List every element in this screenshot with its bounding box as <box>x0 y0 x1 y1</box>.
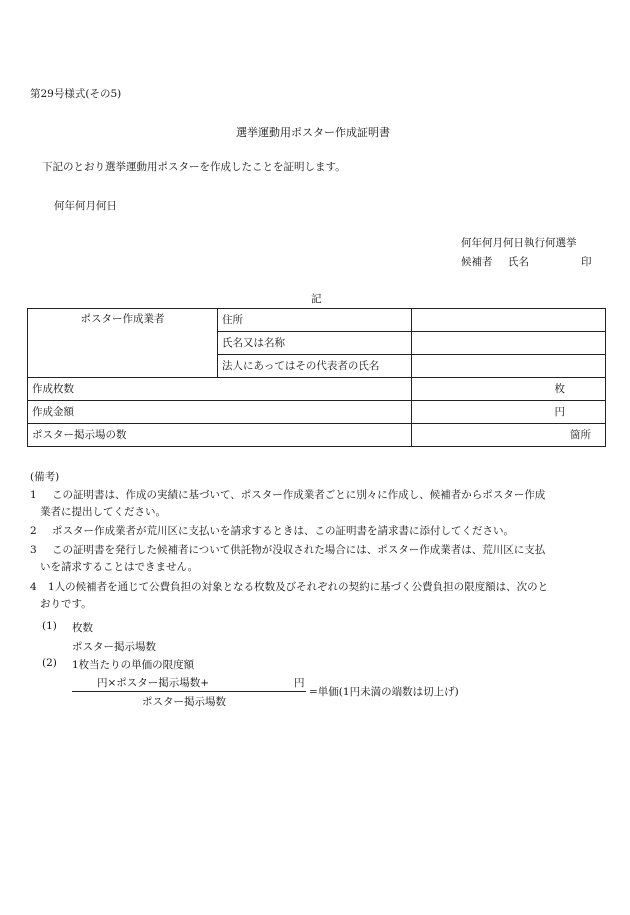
note-text: 1人の候補者を通じて公費負担の対象となる枚数及びそれぞれの契約に基づく公費負担の限度額は、次のと <box>48 581 549 593</box>
sub-item-value: ポスター掲示場数 <box>72 641 156 653</box>
boards-label: ポスター掲示場の数 <box>28 424 412 447</box>
address-label: 住所 <box>218 309 412 332</box>
note-text: 業者に提出してください。 <box>40 506 166 518</box>
sheets-unit: 枚 <box>412 378 606 401</box>
note-number: 3 <box>30 544 37 556</box>
representative-value <box>412 355 606 378</box>
note-3 <box>30 542 608 576</box>
notes-header: (備考) <box>30 471 60 483</box>
candidate-role: 候補者 <box>461 256 493 268</box>
representative-label: 法人にあってはその代表者の氏名 <box>218 355 412 378</box>
address-value <box>412 309 606 332</box>
note-text: いを請求することはできません。 <box>40 561 199 573</box>
sub-item-label: 枚数 <box>72 622 93 634</box>
note-text: この証明書を発行した候補者について供託物が没収された場合には、ポスター作成業者は、荒川区に支払 <box>52 544 546 556</box>
sub-item-label: 1枚当たりの単価の限度額 <box>72 659 195 671</box>
note-text: この証明書は、作成の実績に基づいて、ポスター作成業者ごとに別々に作成し、候補者からポスター作成 <box>52 489 546 501</box>
sub-item-number: (2) <box>42 657 57 669</box>
note-number: 2 <box>30 525 37 537</box>
amount-unit: 円 <box>412 401 606 424</box>
maker-label: ポスター作成業者 <box>28 309 218 378</box>
fraction-bar <box>72 691 306 692</box>
note-4 <box>30 579 608 613</box>
note-text: ポスター作成業者が荒川区に支払いを請求するときは、この証明書を請求書に添付してください。 <box>52 525 514 537</box>
name-value <box>412 332 606 355</box>
name-label: 氏名又は名称 <box>218 332 412 355</box>
sub-item-number: (1) <box>42 620 57 632</box>
amount-label: 作成金額 <box>28 401 412 424</box>
note-text: おりです。 <box>40 598 92 610</box>
form-number: 第29号様式(その5) <box>30 88 122 100</box>
table-row <box>28 378 606 401</box>
fraction-numerator-unit: 円 <box>294 677 305 689</box>
sheets-label: 作成枚数 <box>28 378 412 401</box>
fraction-numerator: 円×ポスター掲示場数+ <box>97 677 210 689</box>
note-1 <box>30 487 608 521</box>
note-number: 4 <box>30 581 37 593</box>
certificate-table <box>27 308 606 447</box>
table-row <box>28 401 606 424</box>
intro-text: 下記のとおり選挙運動用ポスターを作成したことを証明します。 <box>42 161 346 173</box>
fraction-denominator: ポスター掲示場数 <box>142 696 226 708</box>
candidate-name-label: 氏名 <box>508 256 529 268</box>
ki-heading: 記 <box>311 293 322 305</box>
issue-date: 何年何月何日 <box>54 200 117 212</box>
table-row <box>28 424 606 447</box>
fraction-result: =単価(1円未満の端数は切上げ) <box>309 686 459 698</box>
election-name: 何年何月何日執行何選挙 <box>461 237 577 249</box>
note-2 <box>30 523 608 540</box>
table-row <box>28 309 606 332</box>
boards-unit: 箇所 <box>412 424 606 447</box>
document-title: 選挙運動用ポスター作成証明書 <box>236 126 390 139</box>
note-number: 1 <box>30 489 37 501</box>
seal-mark: 印 <box>581 256 592 268</box>
